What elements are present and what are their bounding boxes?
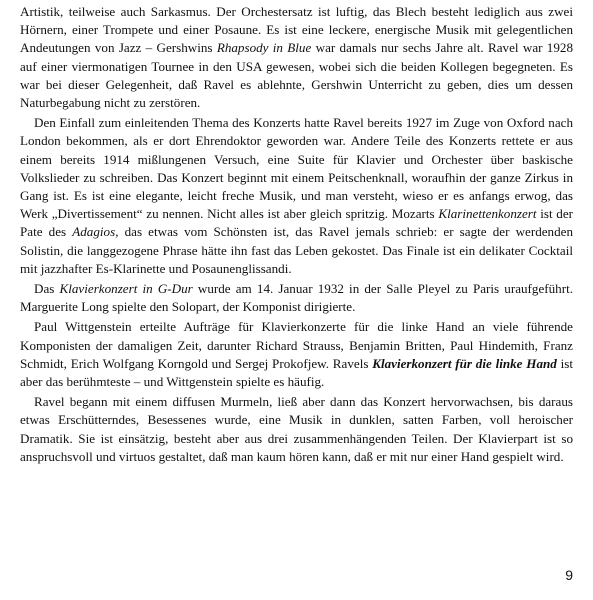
movement-title-adagios: Adagios [72,224,116,240]
work-title-linke-hand: Klavierkonzert für die linke Hand [372,355,557,371]
paragraph-5: Ravel begann mit einem diffusen Murmeln, ließ aber dann das Konzert hervorwachsen, bis daraus etwas Erschütterndes, Besessenes wurde, eine Musik in dunklen, satten Farben, voll heroischer Dramatik. Sie ist einsätzig, besteht aber aus drei zusammenhängenden Teilen. Der Klavierpart ist so anspruchsvoll und virtuos gestaltet, daß man kaum hören kann, daß er mit nur einer Hand gespielt wird. [20,394,573,464]
paragraph-1: Artistik, teilweise auch Sarkasmus. Der Orchestersatz ist luftig, das Blech besteht lediglich aus zwei Hörnern, einer Trompete und einer Posaune. Es ist eine leckere, energische Musik mit gelegentlichen Andeutungen von Jazz – Gershwins Rhapsody in Blue war damals nur sechs Jahre alt. Ravel war 1928 auf einer viermonatigen Tournee in den USA gewesen, wobei sich die beiden Kollegen begegneten. Es war bei dieser Gelegenheit, daß Ravel es ablehnte, Gershwin Unterricht zu geben, dies um dessen Naturbegabung nicht zu zerstören. [20,4,573,111]
paragraph-3: Das Klavierkonzert in G-Dur wurde am 14. Januar 1932 in der Salle Pleyel zu Paris uraufgeführt. Marguerite Long spielte den Solopart, der Komponist dirigierte. [20,281,574,315]
paragraph-4: Paul Wittgenstein erteilte Aufträge für Klavierkonzerte für die linke Hand an viele führende Komponisten der damaligen Zeit, darunter Richard Strauss, Benjamin Britten, Paul Hindemith, Franz Schmidt, Erich Wolfgang Korngold und Sergej Prokofjew. Ravels Klavierkonzert für die linke Hand ist aber das berühmteste – und Wittgenstein spielte es häufig. [20,319,573,390]
work-title-klavierkonzert-g-dur: Klavierkonzert in G-Dur [59,281,193,297]
work-title-rhapsody-in-blue: Rhapsody in Blue [216,40,312,56]
page-number: 9 [565,567,573,583]
work-title-klarinettenkonzert: Klarinettenkonzert [438,206,537,222]
body-text [20,3,573,466]
paragraph-2: Den Einfall zum einleitenden Thema des Konzerts hatte Ravel bereits 1927 im Zuge von Oxford nach London bekommen, als er dort Ehrendoktor geworden war. Andere Teile des Konzerts rettete er aus einem bereits 1914 mißlungenen Versuch, eine Suite für Klavier und Orchester über baskische Volkslieder zu schreiben. Das Konzert beginnt mit einem Peitschenknall, woraufhin der ganze Zirkus in Gang ist. Es ist eine elegante, leicht freche Musik, und man versteht, wieso er es anfangs erwog, das Werk „Divertissement“ zu nennen. Nicht alles ist aber gleich spritzig. Mozarts Klarinettenkonzert ist der Pate des Adagios, das etwas vom Schönsten ist, das Ravel jemals schrieb: er sagte der werdenden Solistin, die langgezogene Phrase hätte ihn fast das Leben gekostet. Das Finale ist ein delikater Cocktail mit jazzhafter Es-Klarinette und Posaunenglissandi. [20,115,574,276]
